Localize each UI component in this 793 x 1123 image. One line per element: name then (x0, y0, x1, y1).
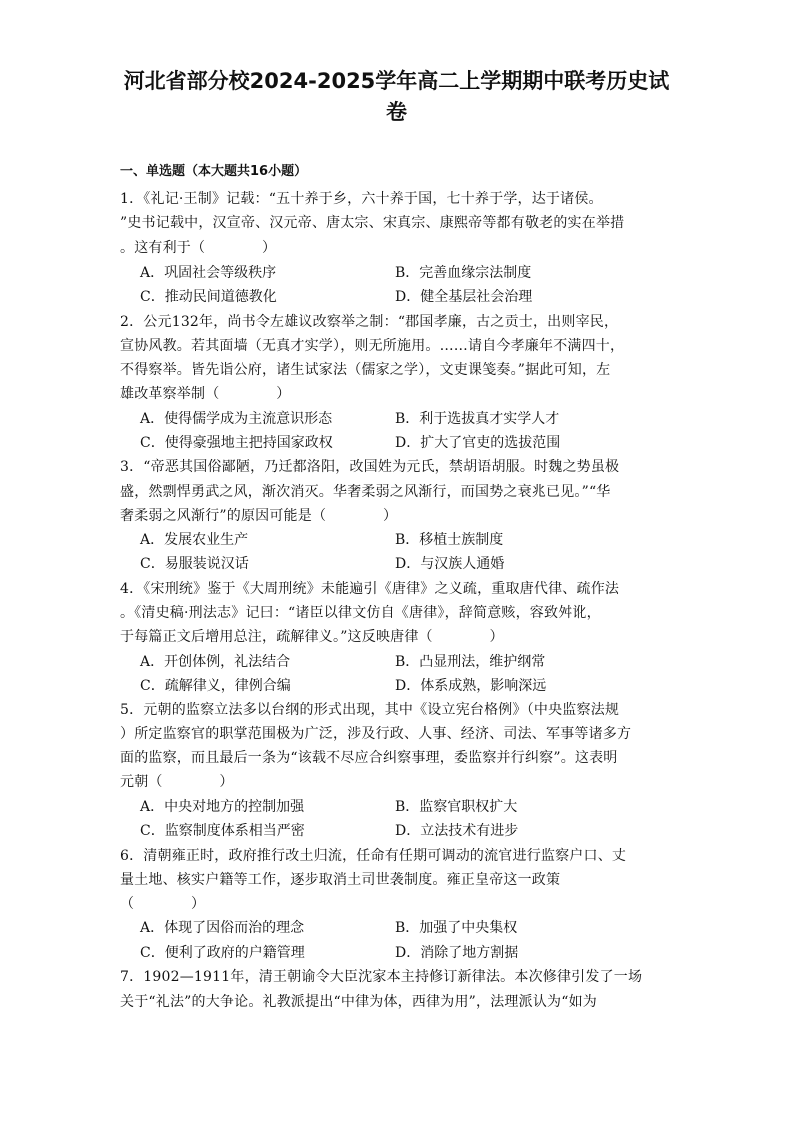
question-1-option-c: C．推动民间道德教化 (140, 289, 277, 305)
question-1-option-b: B．完善血缘宗法制度 (395, 265, 532, 281)
question-2-option-d: D．扩大了官吏的选拔范围 (395, 435, 561, 451)
question-1-line-1: 1．《礼记·王制》记载：“五十养于乡，六十养于国，七十养于学，达于诸侯。 (120, 191, 603, 207)
question-4-line-1: 4．《宋刑统》鉴于《大周刑统》未能遍引《唐律》之义疏，重取唐代律、疏作法 (120, 581, 620, 597)
question-4-option-c: C．疏解律义，律例合编 (140, 678, 291, 694)
question-5-line-3: 面的监察，而且最后一条为“该载不尽应合纠察事理，委监察并行纠察”。这表明 (120, 750, 618, 766)
question-3-option-d: D．与汉族人通婚 (395, 556, 505, 572)
question-3-line-2: 盛，然剽悍勇武之风，渐次消灭。华奢柔弱之风渐行，而国势之衰兆已见。”“华 (120, 484, 611, 500)
question-4-option-a: A．开创体例，礼法结合 (140, 654, 291, 670)
question-5-option-b: B．监察官职权扩大 (395, 799, 518, 815)
question-6-option-b: B．加强了中央集权 (395, 920, 518, 936)
question-3-option-b: B．移植士族制度 (395, 532, 504, 548)
question-5-line-4: 元朝（ ） (120, 774, 234, 790)
question-4-line-3: 于每篇正文后增用总注，疏解律义。”这反映唐律（ ） (120, 629, 504, 645)
document-title-line-2: 卷 (386, 100, 407, 124)
question-2-option-a: A．使得儒学成为主流意识形态 (140, 411, 333, 427)
section-heading: 一、单选题（本大题共16小题） (120, 164, 308, 179)
question-2-line-1: 2．公元132年，尚书令左雄议改察举之制：“郡国孝廉，古之贡士，出则宰民， (120, 314, 619, 330)
question-1-line-3: 。这有利于（ ） (120, 240, 277, 256)
question-3-option-c: C．易服装说汉话 (140, 556, 249, 572)
question-2-option-b: B．利于选拔真才实学人才 (395, 411, 560, 427)
question-1-option-a: A．巩固社会等级秩序 (140, 265, 277, 281)
question-6-option-c: C．便利了政府的户籍管理 (140, 945, 305, 961)
question-4-option-b: B．凸显刑法，维护纲常 (395, 654, 546, 670)
question-5-option-a: A．中央对地方的控制加强 (140, 799, 305, 815)
question-7-line-1: 7．1902—1911年，清王朝谕令大臣沈家本主持修订新律法。本次修律引发了一场 (120, 969, 643, 985)
question-6-line-2: 量土地、核实户籍等工作，逐步取消土司世袭制度。雍正皇帝这一政策 (120, 872, 561, 888)
document-title-line-1: 河北省部分校2024-2025学年高二上学期期中联考历史试 (123, 69, 670, 93)
question-6-option-a: A．体现了因俗而治的理念 (140, 920, 305, 936)
question-2-line-3: 不得察举。皆先诣公府，诸生试家法（儒家之学），文吏课笺奏。”据此可知，左 (120, 362, 611, 378)
question-5-line-1: 5．元朝的监察立法多以台纲的形式出现，其中《设立宪台格例》（中央监察法规 (120, 702, 620, 718)
question-6-option-d: D．消除了地方割据 (395, 945, 519, 961)
question-1-line-2: ”史书记载中，汉宣帝、汉元帝、唐太宗、宋真宗、康熙帝等都有敬老的实在举措 (120, 215, 625, 231)
question-3-line-1: 3．“帝恶其国俗鄙陋，乃迁都洛阳，改国姓为元氏，禁胡语胡服。时魏之势虽极 (120, 459, 620, 475)
question-4-option-d: D．体系成熟，影响深远 (395, 678, 547, 694)
question-7-line-2: 关于“礼法”的大争论。礼教派提出“中律为体，西律为用”，法理派认为“如为 (120, 994, 597, 1010)
question-6-line-1: 6．清朝雍正时，政府推行改土归流，任命有任期可调动的流官进行监察户口、丈 (120, 848, 627, 864)
question-5-option-c: C．监察制度体系相当严密 (140, 823, 305, 839)
question-6-line-3: （ ） (120, 896, 206, 912)
question-2-option-c: C．使得豪强地主把持国家政权 (140, 435, 333, 451)
question-4-line-2: 。《清史稿·刑法志》记曰：“诸臣以律文仿自《唐律》，辞简意赅，容致舛讹， (120, 605, 601, 621)
question-5-line-2: ）所定监察官的职掌范围极为广泛，涉及行政、人事、经济、司法、军事等诸多方 (120, 726, 632, 742)
question-3-line-3: 奢柔弱之风渐行”的原因可能是（ ） (120, 508, 398, 524)
question-2-line-2: 宣协风教。若其面墙（无真才实学），则无所施用。……请自今孝廉年不满四十， (120, 338, 625, 354)
question-3-option-a: A．发展农业生产 (140, 532, 249, 548)
question-5-option-d: D．立法技术有进步 (395, 823, 519, 839)
question-2-line-4: 雄改革察举制（ ） (120, 386, 291, 402)
question-1-option-d: D．健全基层社会治理 (395, 289, 533, 305)
